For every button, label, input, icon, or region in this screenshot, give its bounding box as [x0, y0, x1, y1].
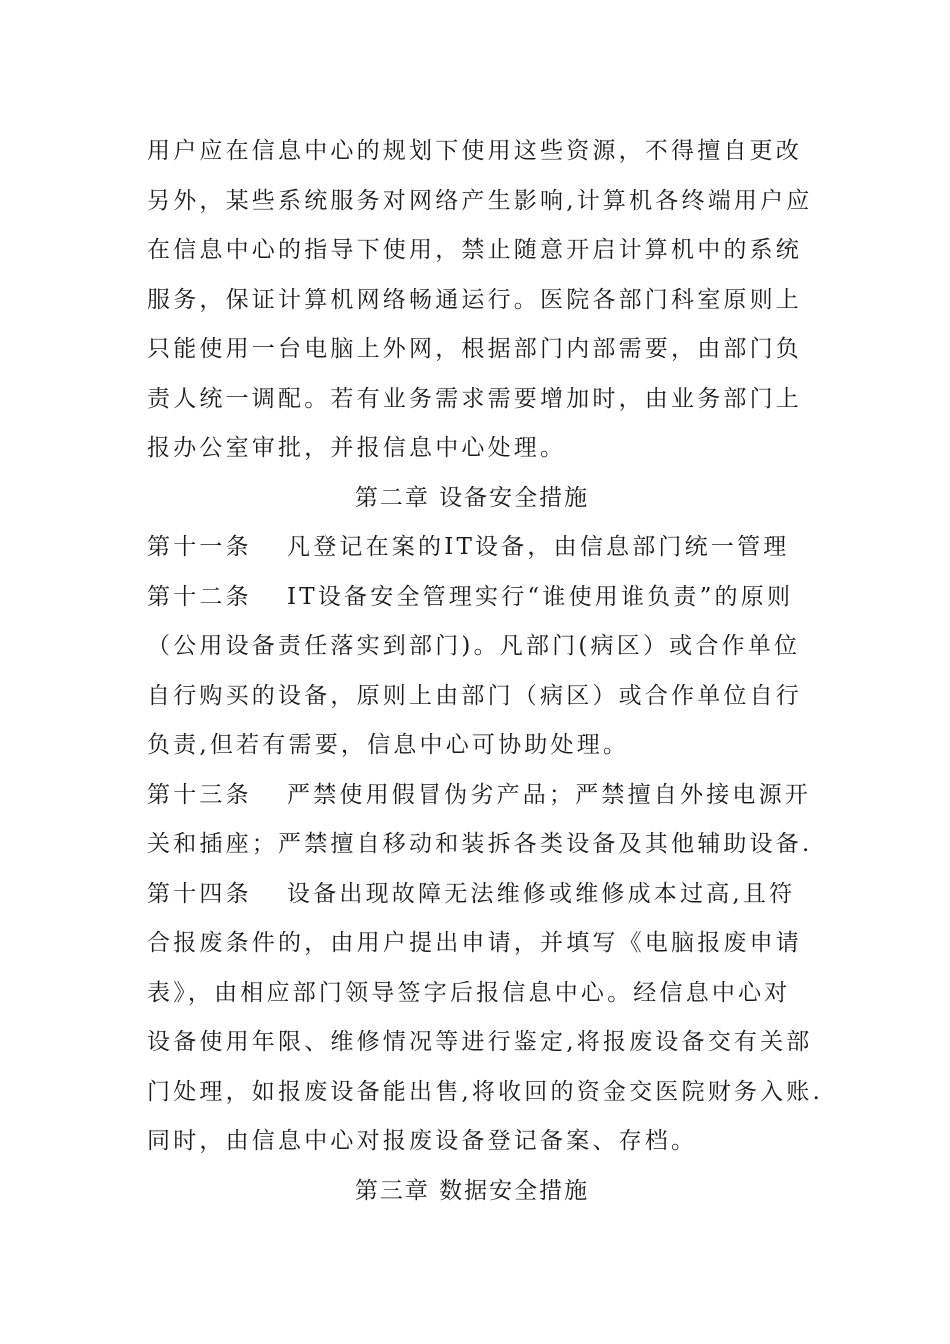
article-label: 第十二条	[147, 583, 252, 610]
article-text: 设备出现故障无法维修或维修成本过高,且符	[287, 880, 796, 907]
article-text: 严禁使用假冒伪劣产品；严禁擅自外接电源开	[287, 781, 811, 808]
article-label: 第十三条	[147, 781, 252, 808]
text-line: 关和插座；严禁擅自移动和装拆各类设备及其他辅助设备.	[147, 831, 813, 857]
text-line: 报办公室审批，并报信息中心处理。	[147, 435, 567, 461]
article-text: 凡登记在案的IT设备，由信息部门统一管理	[287, 534, 790, 560]
text-line: 责人统一调配。若有业务需求需要增加时，由业务部门上	[147, 385, 802, 412]
article-11	[147, 523, 807, 573]
article-12	[147, 573, 807, 771]
text-line: 自行购买的设备，原则上由部门（病区）或合作单位自行	[147, 682, 802, 709]
paragraph-resource-usage	[147, 127, 813, 474]
text-line: 同时，由信息中心对报废设备登记备案、存档。	[147, 1128, 698, 1154]
text-line: 设备使用年限、维修情况等进行鉴定,将报废设备交有关部	[147, 1029, 813, 1055]
text-line: 门处理，如报废设备能出售,将收回的资金交医院财务入账.	[147, 1078, 824, 1105]
text-line: 在信息中心的指导下使用，禁止随意开启计算机中的系统	[147, 237, 802, 263]
text-line: 合报废条件的，由用户提出申请，并填写《电脑报废申请	[147, 930, 802, 956]
chapter-heading-equipment-security: 第二章 设备安全措施	[354, 484, 590, 511]
article-13	[147, 771, 813, 870]
text-line: 服务，保证计算机网络畅通运行。医院各部门科室原则上	[147, 286, 802, 313]
chapter-heading-data-security: 第三章 数据安全措施	[354, 1177, 590, 1204]
text-line: 负责,但若有需要，信息中心可协助处理。	[147, 732, 630, 758]
article-label: 第十四条	[147, 880, 252, 907]
text-line	[147, 523, 807, 573]
text-line	[147, 573, 807, 623]
article-text: IT设备安全管理实行“谁使用谁负责”的原则	[287, 583, 794, 610]
article-14	[147, 870, 824, 1167]
article-label: 第十一条	[147, 534, 252, 560]
text-line	[147, 771, 811, 821]
text-line: （公用设备责任落实到部门)。凡部门(病区）或合作单位	[147, 633, 801, 659]
text-line: 表》，由相应部门领导签字后报信息中心。经信息中心对	[147, 979, 791, 1006]
text-line: 只能使用一台电脑上外网，根据部门内部需要，由部门负	[147, 336, 802, 362]
text-line	[147, 870, 807, 920]
document-page	[147, 127, 824, 1216]
text-line: 另外，某些系统服务对网络产生影响,计算机各终端用户应	[147, 187, 813, 214]
text-line: 用户应在信息中心的规划下使用这些资源，不得擅自更改	[147, 138, 802, 164]
